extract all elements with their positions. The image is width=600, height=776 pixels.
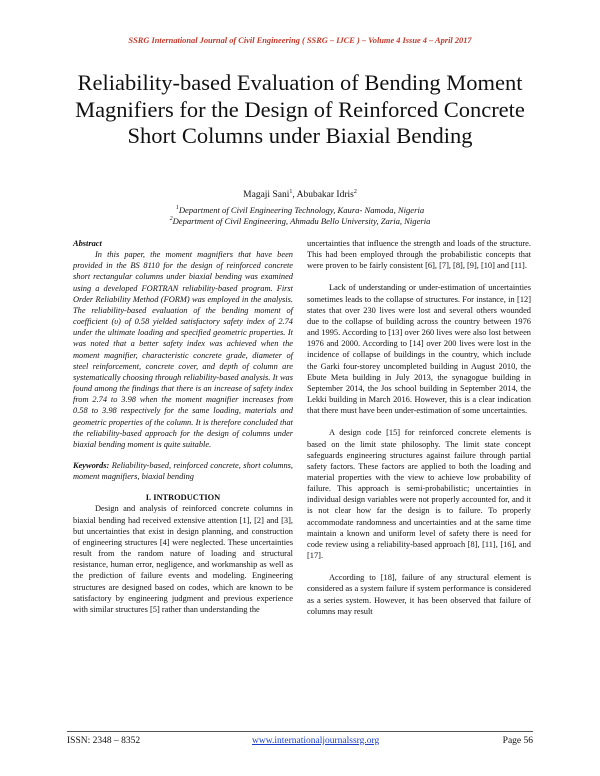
- paragraph: A design code [15] for reinforced concrete elements is based on the limit state philosophy. The limit state concept safeguards engineering structures against failure through partial safety factors. These factors are applied to both the loading and material properties with the view to achieve low probability of failure. This approach is semi-probabilistic; uncertainties in individual design variables were not properly accounted for, and it is not clear how far the design is to failure. To properly accommodate randomness and uncertainties and at the same time maintain a known and uniform level of safety there is need for code review using a reliability-based approach [8], [11], [16], and [17].: [307, 428, 531, 561]
- page-footer: [67, 731, 533, 750]
- journal-url-link[interactable]: www.internationaljournalssrg.org: [252, 736, 380, 746]
- paragraph: Design and analysis of reinforced concrete columns in biaxial bending had received extensive attention [1], [2] and [3], but uncertainties that exist in design planning, and construction of engineering structures [4] were neglected. These uncertainties result from the random nature of loading and structural resistance, human error, negligence, and workmanship as well as the prediction of failure events and modeling. Engineering structures are designed based on codes, which are known to be satisfactory by engineering judgment and previous experience with similar structures [5] rather than understanding the: [73, 504, 293, 614]
- abstract-body: In this paper, the moment magnifiers that have been provided in the BS 8110 for the design of reinforced concrete short rectangular columns under biaxial bending was examined using a developed FORTRAN reliability-based program. First Order Reliability Method (FORM) was employed in the analysis. The reliability-based evaluation of the bending moment of coefficient (υ) of 0.58 yielded satisfactory safety index of 2.74 under the ultimate loading and specified geometric properties. It was noted that a better safety index was achieved when the moment magnifier, characteristic concrete grade, diameter of steel reinforcement, concrete cover, and depth of column are systematically choosing through reliability-based analysis. It was found among the findings that there is an increase of safety index from 2.74 to 3.98 when the moment magnifier increases from 0.58 to 3.98 respectively for the same loading, materials and geometric properties of the column. It is therefore concluded that the reliability-based approach for the design of columns under biaxial bending moment is quite suitable.: [73, 250, 293, 449]
- author-superscript: 1: [289, 188, 293, 195]
- left-column: [73, 238, 293, 615]
- keywords-text: Reliability-based, reinforced concrete, short columns, moment magnifiers, biaxial bending: [73, 460, 293, 482]
- affiliation-text: Department of Civil Engineering Technology, Kaura- Namoda, Nigeria: [178, 205, 425, 215]
- issn-number: ISSN: 2348 – 8352: [67, 736, 141, 746]
- author-separator: ,: [292, 190, 297, 200]
- journal-header: SSRG International Journal of Civil Engineering ( SSRG – IJCE ) – Volume 4 Issue 4 – April 2017: [128, 36, 472, 45]
- keywords-label: Keywords:: [73, 460, 110, 470]
- author-name: Magaji Sani: [243, 190, 290, 200]
- abstract-heading: Abstract: [73, 239, 102, 248]
- section-heading-introduction: I. INTRODUCTION: [145, 493, 221, 503]
- paper-title: Reliability-based Evaluation of Bending Moment Magnifiers for the Design of Reinforced Concrete Short Columns under Biaxial Bending: [75, 70, 525, 148]
- affiliation-1: [0, 205, 600, 215]
- author-superscript: 2: [353, 188, 357, 195]
- keywords: [73, 460, 293, 482]
- author-name: Abubakar Idris: [296, 190, 354, 200]
- affiliation-superscript: 2: [169, 216, 173, 223]
- paragraph: Lack of understanding or under-estimation of uncertainties sometimes leads to the collapse of structures. For instance, in [12] states that over 230 lives were lost and several others wounded due to the collapse of building across the country between 1976 and 1995. According to [13] over 260 lives were also lost between 1976 and 2000. According to [14] over 200 lives were lost in the incidence of collapse of buildings in the country, which include the Garki four-storey uncompleted building in August 2010, the Ebute Meta building in July 2013, the synagogue building in September 2014, the Jos school building in September 2014, the Lekki building in March 2016. However, this is a clear indication that there must have been under-estimation of some uncertainties.: [307, 283, 531, 416]
- paragraph: uncertainties that influence the strength and loads of the structure. This had been employed through the probabilistic concepts that were proven to be fairly consistent [6], [7], [8], [9], [10] and [11].: [307, 239, 531, 271]
- affiliation-text: Department of Civil Engineering, Ahmadu Bello University, Zaria, Nigeria: [172, 216, 431, 226]
- author-line: [0, 190, 600, 200]
- page-number: Page 56: [502, 736, 533, 746]
- affiliation-superscript: 1: [175, 205, 179, 212]
- affiliation-2: [0, 216, 600, 226]
- paragraph: According to [18], failure of any structural element is considered as a system failure if system performance is considered as a series system. However, it has been observed that failure of columns may result: [307, 573, 531, 616]
- right-column: [307, 238, 531, 617]
